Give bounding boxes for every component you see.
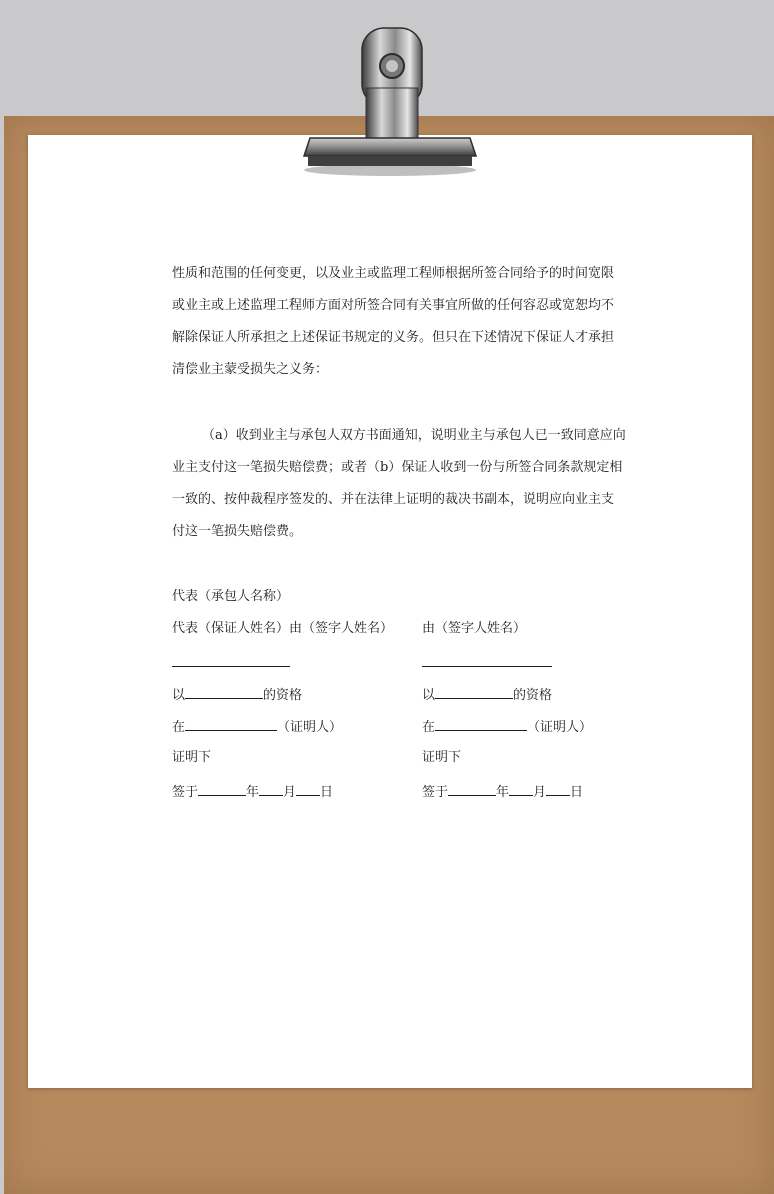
text-line: 一致的、按仲裁程序签发的、并在法律上证明的裁决书副本，说明应向业主支	[172, 492, 615, 507]
capacity-suffix: 的资格	[513, 688, 553, 703]
text-line: 性质和范围的任何变更，以及业主或监理工程师根据所签合同给予的时间宽限	[172, 266, 615, 281]
capacity-prefix: 以	[422, 688, 436, 703]
right-witness-below: 证明下	[422, 750, 462, 765]
blank-underline	[185, 716, 277, 731]
left-signed-date-line	[172, 781, 333, 801]
blank-underline	[546, 781, 570, 796]
paragraph-2	[172, 420, 626, 548]
left-capacity-line	[172, 684, 302, 704]
day-label: 日	[570, 785, 584, 800]
day-label: 日	[320, 785, 334, 800]
blank-underline	[185, 684, 263, 699]
contractor-rep-label: 代表（承包人名称）	[172, 589, 290, 604]
capacity-suffix: 的资格	[263, 688, 303, 703]
right-witness-line	[422, 716, 592, 736]
blank-underline	[448, 781, 496, 796]
binder-clip-icon	[300, 26, 480, 176]
blank-underline	[198, 781, 246, 796]
month-label: 月	[533, 785, 547, 800]
signed-at-label: 签于	[422, 785, 449, 800]
text-line: 付这一笔损失赔偿费。	[172, 524, 303, 539]
at-prefix: 在	[172, 720, 186, 735]
capacity-prefix: 以	[172, 688, 186, 703]
year-label: 年	[246, 785, 260, 800]
right-signed-date-line	[422, 781, 583, 801]
blank-underline	[296, 781, 320, 796]
at-prefix: 在	[422, 720, 436, 735]
left-witness-below: 证明下	[172, 750, 212, 765]
left-witness-line	[172, 716, 342, 736]
witness-label: （证明人）	[277, 720, 343, 735]
witness-label: （证明人）	[527, 720, 593, 735]
month-label: 月	[283, 785, 297, 800]
left-signature-line	[172, 666, 290, 667]
blank-underline	[509, 781, 533, 796]
blank-underline	[435, 684, 513, 699]
paragraph-1	[172, 258, 615, 386]
year-label: 年	[496, 785, 510, 800]
right-capacity-line	[422, 684, 552, 704]
blank-underline	[259, 781, 283, 796]
blank-underline	[435, 716, 527, 731]
text-line: 业主支付这一笔损失赔偿费；或者（b）保证人收到一份与所签合同条款规定相	[172, 460, 623, 475]
text-line: （a）收到业主与承包人双方书面通知，说明业主与承包人已一致同意应向	[202, 428, 626, 443]
right-signature-line	[422, 666, 552, 667]
text-line: 或业主或上述监理工程师方面对所签合同有关事宜所做的任何容忍或宽恕均不	[172, 298, 615, 313]
signed-at-label: 签于	[172, 785, 199, 800]
text-line: 解除保证人所承担之上述保证书规定的义务。但只在下述情况下保证人才承担	[172, 330, 615, 345]
right-name-line: 由（签字人姓名）	[422, 621, 527, 636]
text-line: 清偿业主蒙受损失之义务：	[172, 362, 329, 377]
left-name-line: 代表（保证人姓名）由（签字人姓名）	[172, 621, 394, 636]
